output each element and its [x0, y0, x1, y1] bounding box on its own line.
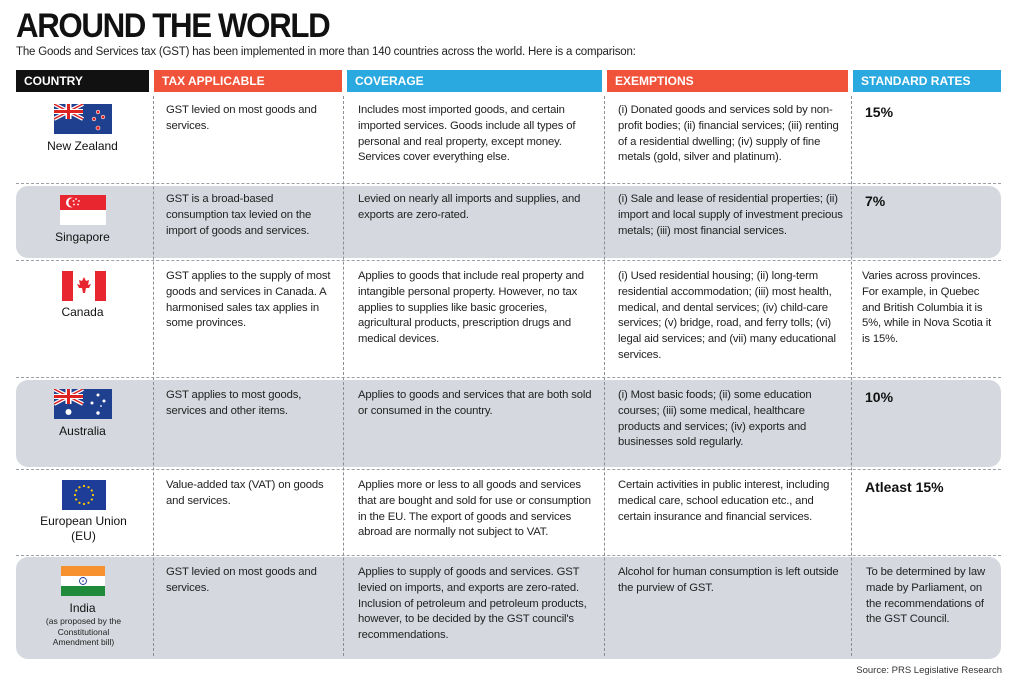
page-title: AROUND THE WORLD [16, 7, 330, 45]
header-standard-rates: STANDARD RATES [853, 70, 1001, 92]
row-divider [16, 377, 1001, 378]
tax-applicable-cell: GST is a broad-based consumption tax levied on the import of goods and services. [166, 193, 312, 237]
standard-rate: Atleast 15% [865, 479, 944, 495]
header-tax-applicable: TAX APPLICABLE [154, 70, 342, 92]
standard-rate: Varies across provinces. For example, in Quebec and British Columbia it is 5%, while in Nova Scotia it is 15%. [862, 270, 992, 346]
country-note: (as proposed by the Constitutional Amendment bill) [45, 616, 122, 647]
canada-flag-icon [62, 271, 106, 301]
page-subtitle: The Goods and Services tax (GST) has been implemented in more than 140 countries across the world. Here is a comparison: [16, 46, 636, 58]
exemptions-cell: Certain activities in public interest, including medical care, school education etc., and certain insurance and financial services. [618, 479, 830, 523]
tax-applicable-cell: Value-added tax (VAT) on goods and services. [166, 479, 324, 507]
header-country: COUNTRY [16, 70, 149, 92]
country-name: Singapore [55, 230, 110, 244]
row-divider [16, 555, 1001, 556]
row-divider [16, 260, 1001, 261]
tax-applicable-cell: GST levied on most goods and services. [166, 566, 317, 594]
column-divider [851, 96, 852, 656]
tax-applicable-cell: GST levied on most goods and services. [166, 104, 317, 132]
country-name: Canada [61, 305, 104, 319]
header-coverage: COVERAGE [347, 70, 602, 92]
source-note: Source: PRS Legislative Research [856, 665, 1002, 676]
coverage-cell: Includes most imported goods, and certain imported services. Goods include all types of personal and real property, except money. Services cover everything else. [358, 104, 576, 164]
country-name: New Zealand [47, 139, 118, 153]
coverage-cell: Applies to supply of goods and services. GST levied on imports, and exports are zero-rated. Inclusion of petroleum and petroleum products, however, to be decided by the GST council's recommendations. [358, 566, 587, 642]
header-exemptions: EXEMPTIONS [607, 70, 848, 92]
european-union-flag-icon [62, 480, 106, 510]
country-name: European Union (EU) [40, 514, 127, 543]
tax-applicable-cell: GST applies to most goods, services and other items. [166, 389, 302, 417]
coverage-cell: Applies more or less to all goods and services that are bought and sold for use or consumption in the EU. The export of goods and services abroad are normally not subject to VAT. [358, 479, 591, 539]
country-name: India [69, 601, 96, 615]
column-divider [604, 96, 605, 656]
standard-rate: 10% [865, 389, 894, 405]
exemptions-cell: (i) Sale and lease of residential properties; (ii) import and local supply of investment precious metals; (iii) most financial services. [618, 193, 843, 237]
country-name: Australia [59, 424, 106, 438]
standard-rate: 7% [865, 193, 886, 209]
exemptions-cell: (i) Donated goods and services sold by non-profit bodies; (ii) financial services; (iii) renting of a residential dwelling; (iv) supply of fine metals (gold, silver and platinum). [618, 104, 839, 164]
exemptions-cell: Alcohol for human consumption is left outside the purview of GST. [618, 566, 839, 594]
tax-applicable-cell: GST applies to the supply of most goods and services in Canada. A harmonised sales tax applies in some provinces. [166, 270, 331, 330]
coverage-cell: Levied on nearly all imports and supplies, and exports are zero-rated. [358, 193, 581, 221]
coverage-cell: Applies to goods that include real property and intangible personal property. However, no tax applies to supplies like basic groceries, agricultural products, prescription drugs and medical devices. [358, 270, 584, 346]
india-flag-icon [61, 566, 105, 596]
new-zealand-flag-icon [54, 104, 112, 134]
standard-rate: 15% [865, 104, 894, 120]
exemptions-cell: (i) Most basic foods; (ii) some education courses; (iii) some medical, healthcare products and services; (iv) exports and businesses sold regularly. [618, 389, 812, 449]
row-divider [16, 183, 1001, 184]
column-divider [343, 96, 344, 656]
australia-flag-icon [54, 389, 112, 419]
exemptions-cell: (i) Used residential housing; (ii) long-term residential accommodation; (iii) most health, medical, and dental services; (iv) child-care services; (v) bridge, road, and ferry tolls; (vi) legal aid services; and (vii) many educational services. [618, 270, 836, 361]
singapore-flag-icon [60, 195, 106, 225]
row-divider [16, 469, 1001, 470]
coverage-cell: Applies to goods and services that are both sold or consumed in the country. [358, 389, 592, 417]
column-divider [153, 96, 154, 656]
standard-rate: To be determined by law made by Parliament, on the recommendations of the GST Council. [866, 566, 986, 626]
